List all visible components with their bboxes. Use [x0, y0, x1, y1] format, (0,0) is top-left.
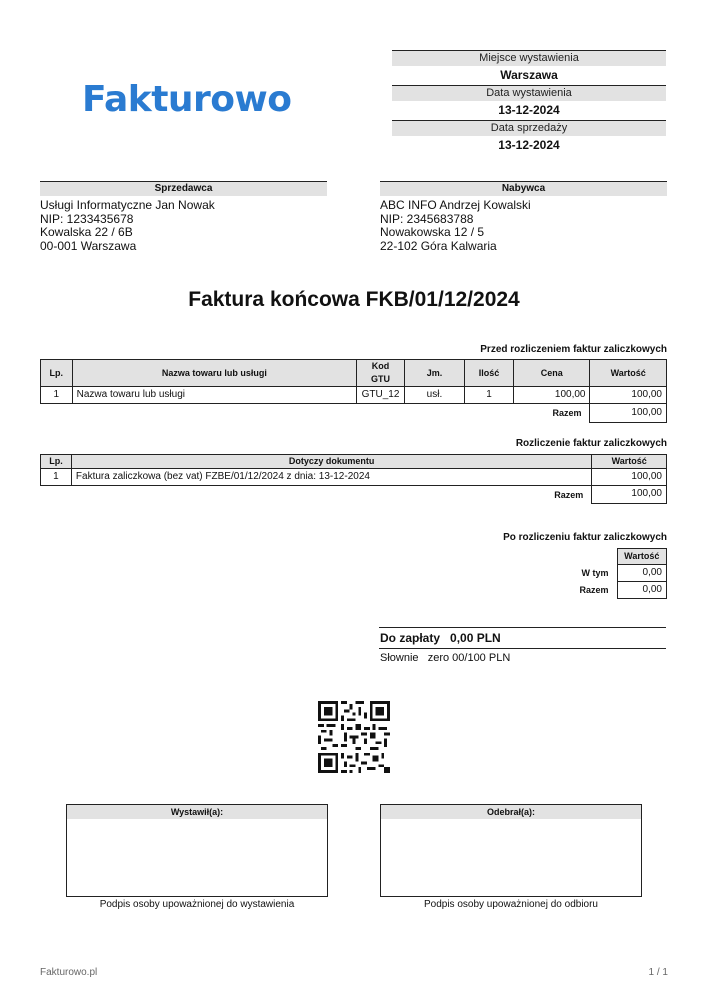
- place-label: Miejsce wystawienia: [392, 50, 666, 66]
- sale-date-label: Data sprzedaży: [392, 120, 666, 136]
- buyer-heading: Nabywca: [380, 181, 667, 196]
- row-gtu: GTU_12: [357, 387, 405, 404]
- settlement-col-lp: Lp.: [41, 455, 72, 469]
- receiver-caption: Podpis osoby upoważnionej do odbioru: [423, 899, 598, 910]
- payment-summary: [379, 627, 666, 667]
- issuer-signature-box: [66, 804, 328, 897]
- items-total-label: Razem: [552, 408, 582, 418]
- col-name: Nazwa towaru lub usługi: [72, 360, 357, 387]
- col-unit: Jm.: [404, 360, 464, 387]
- settlement-title: Rozliczenie faktur zaliczkowych: [515, 438, 667, 449]
- seller-name: Usługi Informatyczne Jan Nowak: [40, 198, 215, 212]
- row-lp: 1: [41, 387, 73, 404]
- qr-code-icon: [318, 701, 390, 773]
- after-settlement-title: Po rozliczeniu faktur zaliczkowych: [503, 532, 667, 543]
- settlement-row-lp: 1: [41, 469, 72, 486]
- settlement-row-document: Faktura zaliczkowa (bez vat) FZBE/01/12/2024 z dnia: 13-12-2024: [71, 469, 591, 486]
- issuer-heading: Wystawił(a):: [67, 805, 327, 819]
- after-col-value: Wartość: [617, 549, 666, 565]
- items-total-row: [41, 404, 667, 423]
- after-total-row: [560, 582, 667, 599]
- table-row: [41, 387, 667, 404]
- row-qty: 1: [465, 387, 514, 404]
- row-unit: usł.: [404, 387, 464, 404]
- row-value: 100,00: [590, 387, 667, 404]
- items-table-header: [41, 360, 667, 387]
- buyer-nip: NIP: 2345683788: [380, 211, 474, 226]
- buyer-name: ABC INFO Andrzej Kowalski: [380, 198, 531, 212]
- settlement-table-header: [41, 455, 667, 469]
- amount-words-label: Słownie: [380, 652, 419, 664]
- footer-site[interactable]: Fakturowo.pl: [40, 967, 98, 978]
- seller-nip: NIP: 1233435678: [40, 211, 134, 226]
- row-name: Nazwa towaru lub usługi: [72, 387, 357, 404]
- after-including-row: [560, 565, 667, 582]
- amount-due-value: 0,00 PLN: [450, 631, 501, 645]
- after-settlement-header: [560, 549, 667, 565]
- table-row: [41, 469, 667, 486]
- issue-date-value: 13-12-2024: [498, 103, 560, 117]
- amount-due: [379, 627, 666, 649]
- col-value: Wartość: [590, 360, 667, 387]
- logo: Fakturowo: [82, 79, 292, 120]
- receiver-signature: [380, 804, 642, 912]
- settlement-row-value: 100,00: [592, 469, 667, 486]
- seller-block: [40, 181, 327, 254]
- before-settlement-title: Przed rozliczeniem faktur zaliczkowych: [480, 344, 667, 355]
- buyer-city: 22-102 Góra Kalwaria: [380, 239, 497, 254]
- settlement-total-label: Razem: [554, 489, 584, 500]
- issue-date-label: Data wystawienia: [392, 85, 666, 101]
- issuer-caption: Podpis osoby upoważnionej do wystawienia: [99, 899, 295, 910]
- settlement-table: [40, 454, 667, 504]
- seller-heading: Sprzedawca: [40, 181, 327, 196]
- receiver-heading: Odebrał(a):: [381, 805, 641, 819]
- settlement-col-document: Dotyczy dokumentu: [71, 455, 591, 469]
- amount-words-value: zero 00/100 PLN: [427, 652, 511, 664]
- settlement-total-value: 100,00: [592, 486, 667, 504]
- seller-city: 00-001 Warszawa: [40, 239, 137, 254]
- document-title: Faktura końcowa FKB/01/12/2024: [188, 288, 520, 311]
- invoice-meta: [392, 50, 666, 155]
- col-gtu: Kod GTU: [357, 360, 405, 387]
- receiver-signature-box: [380, 804, 642, 897]
- issuer-signature: [66, 804, 328, 912]
- seller-street: Kowalska 22 / 6B: [40, 225, 133, 240]
- sale-date-value: 13-12-2024: [498, 138, 560, 152]
- place-value: Warszawa: [500, 68, 558, 82]
- col-price: Cena: [514, 360, 590, 387]
- settlement-total-row: [41, 486, 667, 504]
- footer-page-number: 1 / 1: [648, 967, 668, 978]
- col-lp: Lp.: [41, 360, 73, 387]
- amount-in-words: [379, 649, 666, 667]
- after-total-value: 0,00: [617, 582, 666, 599]
- col-qty: Ilość: [465, 360, 514, 387]
- amount-due-label: Do zapłaty: [380, 631, 441, 645]
- buyer-street: Nowakowska 12 / 5: [380, 225, 485, 240]
- after-total-label: Razem: [579, 585, 609, 595]
- after-including-label: W tym: [581, 568, 609, 578]
- items-table: [40, 359, 667, 423]
- after-including-value: 0,00: [617, 565, 666, 582]
- items-total-value: 100,00: [590, 404, 667, 423]
- after-settlement-table: [560, 548, 667, 599]
- settlement-col-value: Wartość: [592, 455, 667, 469]
- row-price: 100,00: [514, 387, 590, 404]
- buyer-block: [380, 181, 667, 254]
